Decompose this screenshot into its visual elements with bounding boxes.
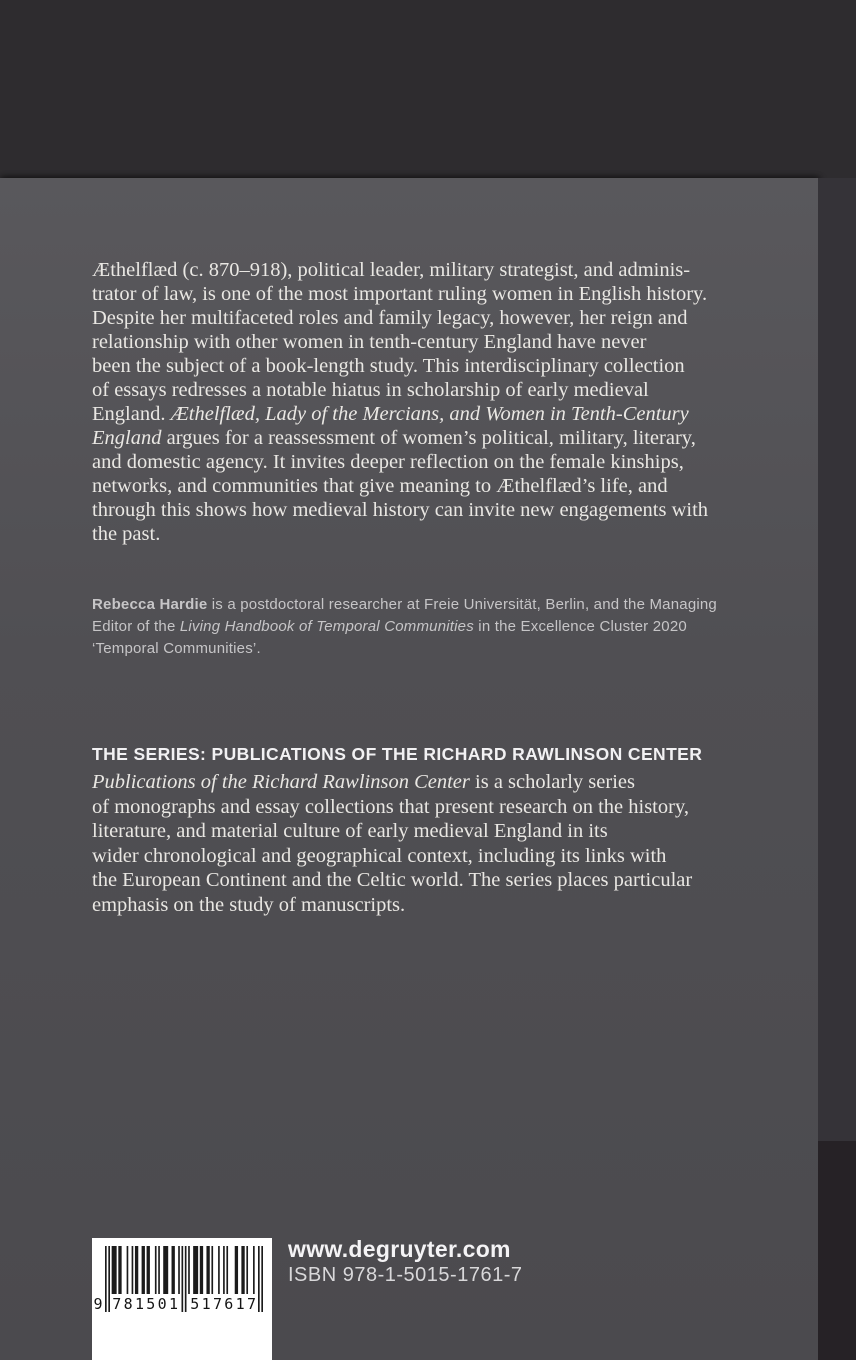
text-segment: and domestic agency. It invites deeper reflection on the female kinships, [92,451,684,473]
text-segment: emphasis on the study of manuscripts. [92,893,406,916]
text-line [92,498,708,522]
text-segment: Living Handbook of Temporal Communities [179,618,474,635]
barcode-lead-digit: 9 [93,1295,103,1313]
text-segment: in the Excellence Cluster 2020 [473,618,687,635]
series-paragraph [92,770,692,917]
text-segment: England. [92,403,171,425]
text-segment: Æthelflæd, Lady of the Mercians, and Women in Tenth-Century [170,403,689,425]
text-segment: Rebecca Hardie [92,596,208,613]
text-segment: Despite her multifaceted roles and family legacy, however, her reign and [92,307,688,329]
text-segment: through this shows how medieval history can invite new engagements with [92,499,709,521]
text-segment: the European Continent and the Celtic world. The series places particular [92,869,693,891]
text-segment: relationship with other women in tenth-century England have never [92,331,647,353]
barcode [92,1238,272,1360]
text-segment: of essays redresses a notable hiatus in scholarship of early medieval [92,379,649,401]
text-line [92,795,692,820]
barcode-left-digits: 781501 [110,1294,180,1314]
text-line [92,474,708,498]
text-line [92,306,708,330]
text-line [92,402,708,426]
text-segment: wider chronological and geographical context, including its links with [92,844,667,867]
website-url: www.degruyter.com [288,1236,511,1262]
text-segment: Editor of the [92,618,180,635]
text-line [92,282,708,306]
text-line [92,330,708,354]
text-segment: networks, and communities that give meaning to Æthelflæd’s life, and [92,475,668,497]
text-line [92,450,708,474]
text-line [92,844,692,869]
text-segment: literature, and material culture of early medieval England in its [92,820,608,842]
book-right-edge-upper [818,178,856,1141]
isbn-text: ISBN 978-1-5015-1761-7 [288,1264,523,1286]
text-line [92,819,692,844]
author-bio [92,594,717,660]
background-surface-lower-right [818,1141,856,1360]
text-segment: argues for a reassessment of women’s political, military, literary, [161,427,696,449]
text-line [92,258,708,282]
text-segment: Publications of the Richard Rawlinson Center [92,771,470,793]
text-line [92,522,708,546]
text-segment: been the subject of a book-length study. This interdisciplinary collection [92,355,685,377]
series-heading: THE SERIES: PUBLICATIONS OF THE RICHARD RAWLINSON CENTER [92,744,703,764]
text-line [92,638,717,660]
text-line [92,616,717,638]
text-segment: Æthelflæd (c. 870–918), political leader, military strategist, and adminis- [92,259,691,281]
text-segment: England [92,427,162,449]
text-line [92,426,708,450]
text-line [92,893,692,918]
text-line [92,594,717,616]
blurb-paragraph [92,258,708,546]
barcode-right-digits: 517617 [188,1294,258,1314]
text-segment: is a scholarly series [469,771,635,793]
text-line [92,868,692,893]
text-line [92,378,708,402]
text-segment: ‘Temporal Communities’. [92,640,261,657]
text-segment: is a postdoctoral researcher at Freie Universität, Berlin, and the Managing [207,596,717,613]
text-line [92,354,708,378]
text-segment: of monographs and essay collections that present research on the history, [92,795,689,818]
text-line [92,770,692,795]
text-segment: the past. [92,523,161,545]
text-segment: trator of law, is one of the most important ruling women in English history. [92,283,708,305]
